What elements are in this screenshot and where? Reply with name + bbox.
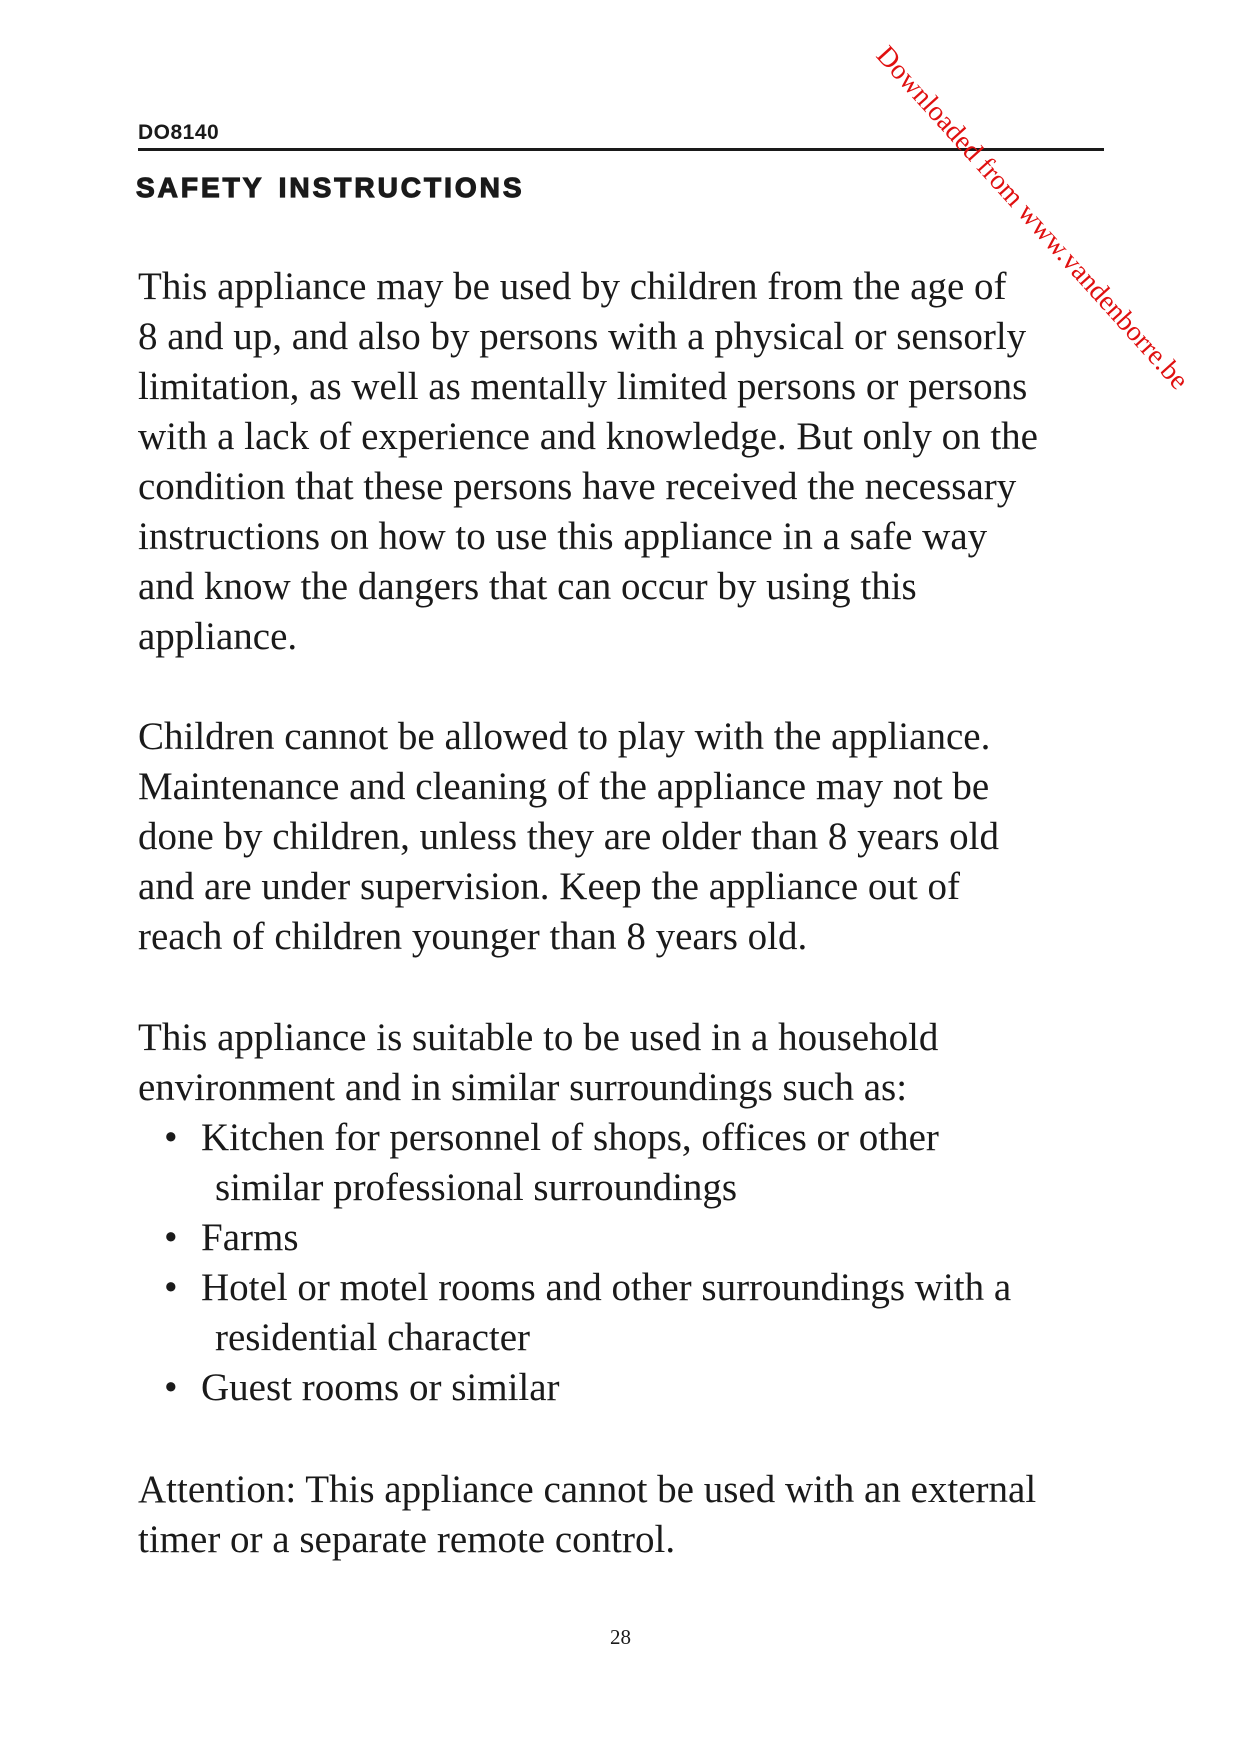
text-line: reach of children younger than 8 years old. bbox=[138, 915, 808, 958]
text-line: timer or a separate remote control. bbox=[138, 1518, 676, 1561]
list-item bbox=[138, 1213, 1118, 1263]
bullet-icon: • bbox=[164, 1366, 178, 1409]
list-item-continuation: similar professional surroundings bbox=[215, 1166, 738, 1209]
text-line: appliance. bbox=[138, 615, 298, 658]
text-line: with a lack of experience and knowledge. But only on the bbox=[138, 415, 1038, 458]
download-watermark: Downloaded from www.vandenborre.be bbox=[869, 40, 1195, 396]
list-item-text: Hotel or motel rooms and other surroundings with a bbox=[201, 1266, 1012, 1309]
text-line: Attention: This appliance cannot be used with an external bbox=[138, 1468, 1037, 1511]
bullet-icon: • bbox=[164, 1216, 178, 1259]
text-line: 8 and up, and also by persons with a physical or sensorly bbox=[138, 315, 1027, 358]
text-line: condition that these persons have received the necessary bbox=[138, 465, 1017, 508]
text-line: and are under supervision. Keep the appliance out of bbox=[138, 865, 960, 908]
list-item-text: Farms bbox=[201, 1216, 299, 1259]
text-line: This appliance is suitable to be used in a household bbox=[138, 1016, 939, 1059]
paragraph-usage-restrictions bbox=[138, 262, 1118, 662]
text-line: Maintenance and cleaning of the appliance may not be bbox=[138, 765, 990, 808]
text-line: Children cannot be allowed to play with the appliance. bbox=[138, 715, 991, 758]
text-line: This appliance may be used by children from the age of bbox=[138, 265, 1007, 308]
text-line: done by children, unless they are older than 8 years old bbox=[138, 815, 999, 858]
environment-list bbox=[138, 1113, 1118, 1413]
text-line: limitation, as well as mentally limited persons or persons bbox=[138, 365, 1028, 408]
bullet-icon: • bbox=[164, 1116, 178, 1159]
paragraph-attention bbox=[138, 1465, 1118, 1565]
list-item-text: Kitchen for personnel of shops, offices or other bbox=[201, 1116, 939, 1159]
paragraph-suitable-environment bbox=[138, 1013, 1118, 1113]
paragraph-children-warning bbox=[138, 712, 1118, 962]
text-line: environment and in similar surroundings such as: bbox=[138, 1066, 908, 1109]
bullet-icon: • bbox=[164, 1266, 178, 1309]
section-title: safety instructions bbox=[136, 162, 525, 206]
model-code: DO8140 bbox=[138, 121, 220, 144]
text-line: and know the dangers that can occur by using this bbox=[138, 565, 917, 608]
list-item-continuation: residential character bbox=[215, 1316, 531, 1359]
page-number: 28 bbox=[610, 1625, 631, 1649]
text-line: instructions on how to use this appliance in a safe way bbox=[138, 515, 988, 558]
list-item bbox=[138, 1363, 1118, 1413]
list-item-text: Guest rooms or similar bbox=[201, 1366, 560, 1409]
list-item bbox=[138, 1113, 1118, 1213]
list-item bbox=[138, 1263, 1118, 1363]
